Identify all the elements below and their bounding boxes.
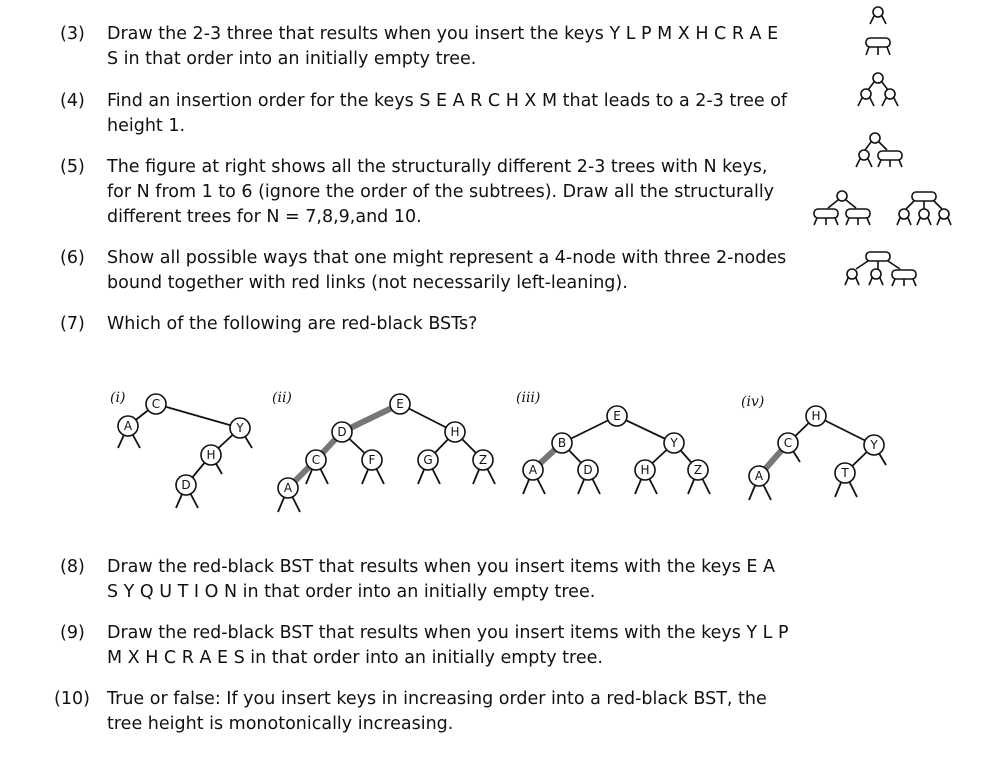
- node-ii: A: [283, 481, 293, 495]
- question-number: (6): [60, 248, 85, 268]
- node-iii-root: E: [613, 409, 621, 423]
- node-i: H: [206, 448, 216, 462]
- question-text: Draw the 2-3 three that results when you insert the keys Y L P M X H C R A E S in that order into an initially empty tree.: [107, 24, 779, 69]
- node-iv: Y: [870, 438, 878, 452]
- node-ii: H: [450, 425, 460, 439]
- question-text: The figure at right shows all the structurally different 2-3 trees with N keys, for N from 1 to 6 (ignore the order of the subtrees). Draw all the structurally different trees for N = 7,8,9,and 10.: [107, 157, 775, 227]
- question-number: (7): [60, 314, 85, 334]
- tree-label-ii: (ii): [272, 390, 292, 406]
- node-ii: F: [368, 453, 376, 467]
- question-number: (5): [60, 157, 85, 177]
- node-i: A: [123, 419, 133, 433]
- question-text: Find an insertion order for the keys S E A R C H X M that leads to a 2-3 tree of height 1.: [107, 91, 788, 136]
- question-text: Draw the red-black BST that results when you insert items with the keys E A S Y Q U T I O N in that order into an initially empty tree.: [107, 557, 776, 602]
- node-iv-root: H: [811, 409, 821, 423]
- node-iii: D: [583, 463, 593, 477]
- question-text: True or false: If you insert keys in increasing order into a red-black BST, the tree height is monotonically increasing.: [107, 689, 767, 734]
- question-text: Draw the red-black BST that results when you insert items with the keys Y L P M X H C R A E S in that order into an initially empty tree.: [107, 623, 789, 668]
- node-iii: H: [640, 463, 650, 477]
- node-iii: B: [557, 436, 567, 450]
- node-iv: A: [754, 469, 764, 483]
- node-i-root: C: [151, 397, 161, 411]
- node-iii: A: [528, 463, 538, 477]
- node-ii: Z: [478, 453, 488, 467]
- question-number: (8): [60, 557, 85, 577]
- node-iv: C: [783, 436, 793, 450]
- question-number: (4): [60, 91, 85, 111]
- question-number: (10): [54, 689, 90, 709]
- node-ii-root: E: [396, 397, 404, 411]
- tree-label-iii: (iii): [516, 390, 541, 406]
- question-number: (9): [60, 623, 85, 643]
- question-text: Show all possible ways that one might represent a 4-node with three 2-nodes bound together with red links (not necessarily left-leaning).: [107, 248, 787, 293]
- question-number: (3): [60, 24, 85, 44]
- node-iii: Y: [670, 436, 678, 450]
- tree-label-iv: (iv): [741, 394, 765, 410]
- question-text: Which of the following are red-black BSTs?: [107, 314, 478, 334]
- node-ii: G: [423, 453, 433, 467]
- node-ii: D: [337, 425, 347, 439]
- node-iii: Z: [693, 463, 703, 477]
- node-i: D: [181, 478, 191, 492]
- node-i: Y: [236, 421, 244, 435]
- tree-label-i: (i): [110, 390, 126, 406]
- node-iv: T: [841, 466, 849, 480]
- node-ii: C: [311, 453, 321, 467]
